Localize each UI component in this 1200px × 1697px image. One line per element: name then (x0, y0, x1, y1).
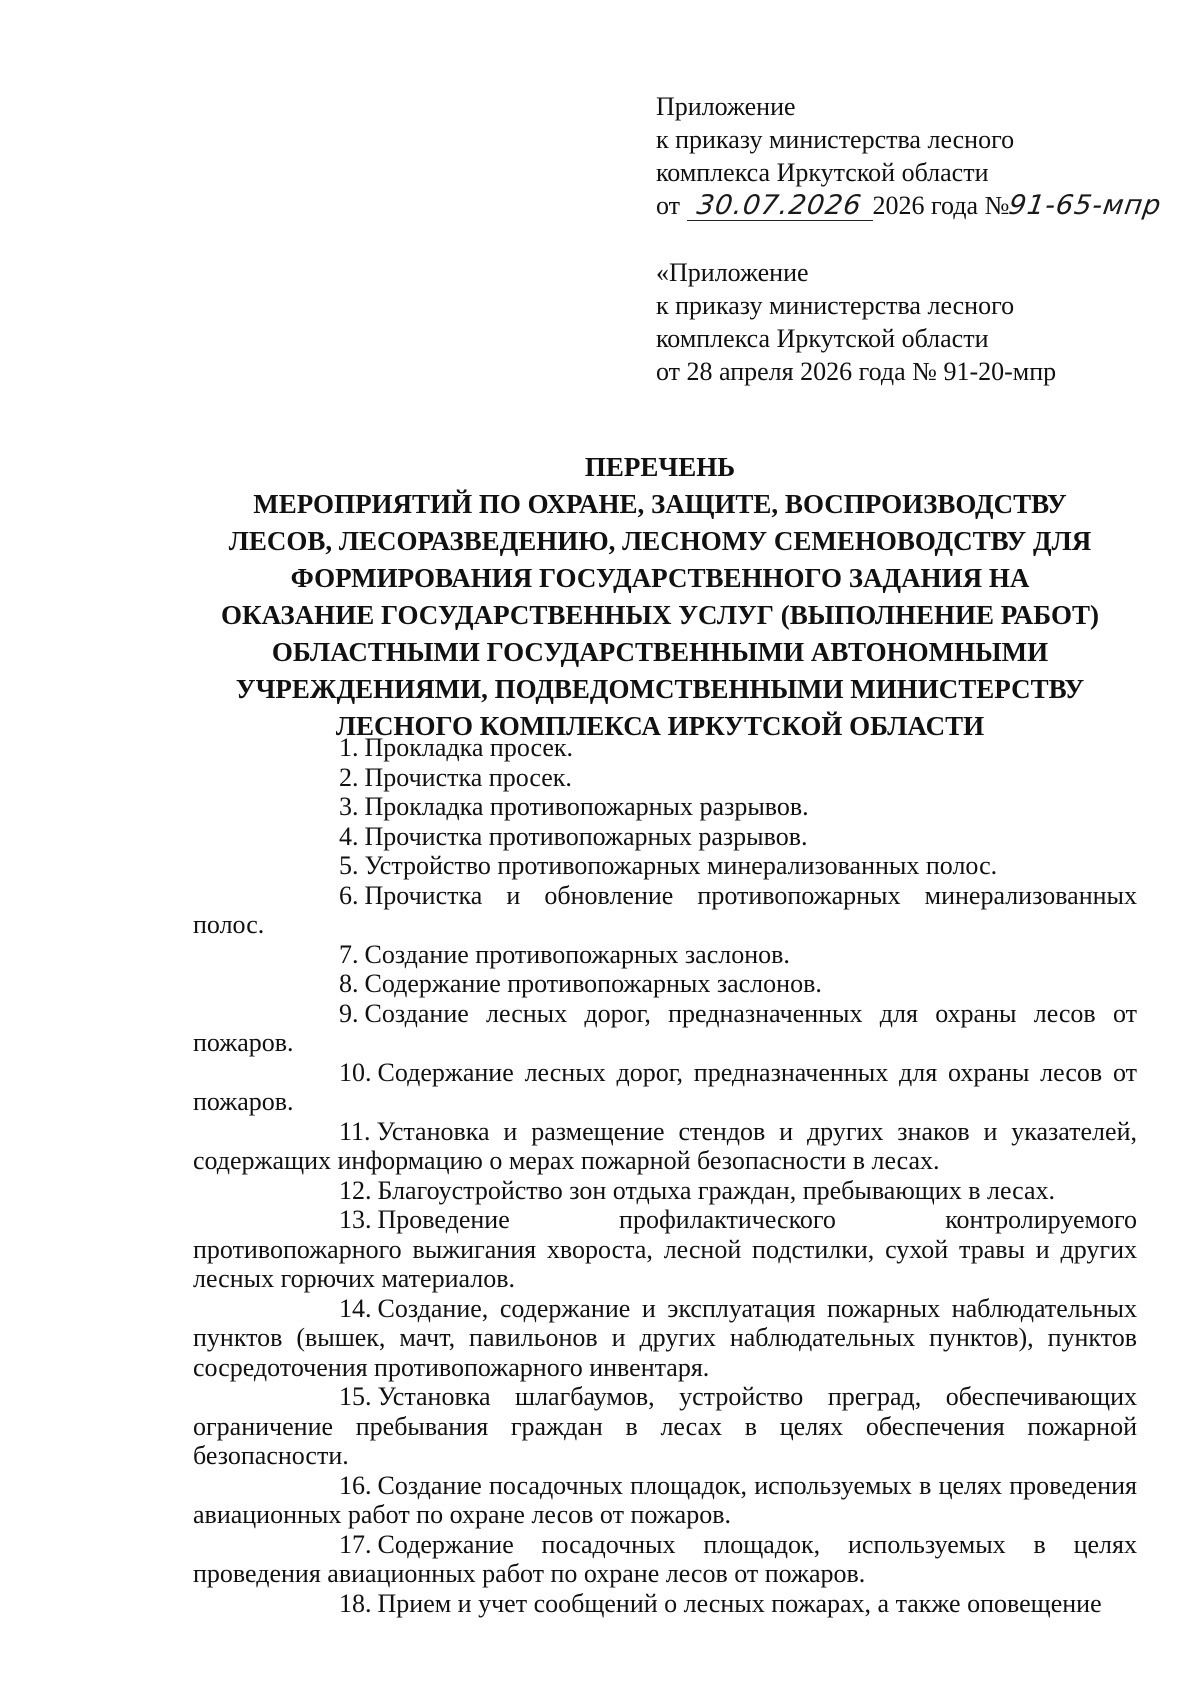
list-item (193, 1176, 1137, 1206)
previous-appendix-label: «Приложение (656, 258, 809, 287)
list-item (193, 940, 1137, 970)
title-line-6: ОБЛАСТНЫМИ ГОСУДАРСТВЕННЫМИ АВТОНОМНЫМИ (271, 637, 1049, 667)
list-item (193, 1058, 1137, 1117)
list-item (193, 733, 1137, 763)
list-item (193, 1589, 1137, 1619)
item-text: Прочистка и обновление противопожарных минерализованных полос. (193, 880, 1137, 939)
item-text: Установка шлагбаумов, устройство преград, обеспечивающих ограничение пребывания граждан в лесах в целях обеспечения пожарной безопасности. (193, 1382, 1137, 1470)
appendix-header (656, 90, 1176, 222)
item-text: Прочистка просек. (364, 762, 572, 792)
date-suffix: 2026 года № (872, 191, 1010, 220)
item-number: 3. (339, 792, 359, 821)
appendix-label: Приложение (656, 92, 796, 121)
list-item (193, 1530, 1137, 1589)
item-text: Прокладка противопожарных разрывов. (364, 792, 809, 821)
handwritten-date-field (687, 192, 873, 221)
list-item (193, 1205, 1137, 1294)
list-item (193, 1117, 1137, 1176)
title-line-7: УЧРЕЖДЕНИЯМИ, ПОДВЕДОМСТВЕННЫМИ МИНИСТЕРСТВУ (235, 674, 1085, 704)
previous-appendix-date-line: от 28 апреля 2026 года № 91-20-мпр (656, 357, 1057, 386)
list-item (193, 1382, 1137, 1471)
item-text: Прочистка противопожарных разрывов. (364, 821, 808, 851)
title-line-3: ЛЕСОВ, ЛЕСОРАЗВЕДЕНИЮ, ЛЕСНОМУ СЕМЕНОВОДСТВУ ДЛЯ (228, 526, 1092, 556)
list-item (193, 851, 1137, 881)
appendix-order-line: к приказу министерства лесного (656, 125, 1015, 154)
title-line-1: ПЕРЕЧЕНЬ (584, 452, 736, 482)
list-item (193, 969, 1137, 999)
item-number: 7. (339, 939, 359, 969)
measures-list (193, 733, 1137, 1618)
item-number: 18. (339, 1588, 372, 1618)
handwritten-date: 30.07.2026 (695, 190, 865, 221)
item-text: Создание противопожарных заслонов. (364, 939, 790, 969)
list-item (193, 1471, 1137, 1530)
item-number: 10. (339, 1057, 372, 1087)
previous-appendix-header (656, 256, 1176, 388)
previous-appendix-ministry-line: комплекса Иркутской области (656, 324, 989, 353)
appendix-ministry-line: комплекса Иркутской области (656, 158, 989, 187)
document-title (190, 449, 1130, 745)
item-text: Проведение профилактического контролируемого противопожарного выжигания хвороста, лесной подстилки, сухой травы и других лесных горючих материалов. (193, 1205, 1137, 1293)
item-number: 16. (339, 1470, 372, 1500)
handwritten-number-field (1009, 189, 1179, 222)
list-item (193, 881, 1137, 940)
list-item (193, 763, 1137, 793)
item-text: Благоустройство зон отдыха граждан, пребывающих в лесах. (377, 1175, 1056, 1205)
item-text: Создание посадочных площадок, используемых в целях проведения авиационных работ по охране лесов от пожаров. (193, 1470, 1137, 1529)
item-text: Прием и учет сообщений о лесных пожарах, а также оповещение (377, 1588, 1102, 1618)
list-item (193, 792, 1137, 822)
list-item (193, 999, 1137, 1058)
item-text: Установка и размещение стендов и других знаков и указателей, содержащих информацию о мерах пожарной безопасности в лесах. (193, 1116, 1137, 1175)
item-text: Создание, содержание и эксплуатация пожарных наблюдательных пунктов (вышек, мачт, павильонов и других наблюдательных пунктов), пунктов сосредоточения противопожарного инвентаря. (193, 1293, 1137, 1382)
item-number: 8. (339, 969, 359, 998)
date-prefix: от (656, 191, 681, 220)
item-number: 5. (339, 851, 359, 880)
title-line-4: ФОРМИРОВАНИЯ ГОСУДАРСТВЕННОГО ЗАДАНИЯ НА (290, 563, 1030, 593)
item-number: 14. (339, 1293, 372, 1323)
item-number: 15. (339, 1382, 372, 1411)
title-line-5: ОКАЗАНИЕ ГОСУДАРСТВЕННЫХ УСЛУГ (ВЫПОЛНЕНИЕ РАБОТ) (221, 600, 1099, 630)
item-number: 6. (339, 880, 359, 910)
item-number: 2. (339, 762, 359, 792)
item-text: Содержание лесных дорог, предназначенных для охраны лесов от пожаров. (193, 1057, 1137, 1116)
item-text: Прокладка просек. (364, 733, 574, 762)
previous-appendix-order-line: к приказу министерства лесного (656, 291, 1015, 320)
item-number: 9. (339, 998, 359, 1028)
item-number: 17. (339, 1529, 372, 1559)
item-number: 11. (339, 1116, 371, 1146)
handwritten-number: 91-65-мпр (1007, 190, 1164, 221)
item-text: Содержание посадочных площадок, используемых в целях проведения авиационных работ по охране лесов от пожаров. (193, 1529, 1137, 1588)
item-number: 1. (339, 733, 359, 762)
list-item (193, 822, 1137, 852)
title-line-2: МЕРОПРИЯТИЙ ПО ОХРАНЕ, ЗАЩИТЕ, ВОСПРОИЗВОДСТВУ (253, 489, 1067, 519)
item-text: Создание лесных дорог, предназначенных для охраны лесов от пожаров. (193, 998, 1137, 1057)
list-item (193, 1294, 1137, 1383)
item-number: 13. (339, 1205, 372, 1234)
item-text: Устройство противопожарных минерализованных полос. (364, 851, 998, 880)
item-text: Содержание противопожарных заслонов. (364, 969, 822, 998)
title-line-8: ЛЕСНОГО КОМПЛЕКСА ИРКУТСКОЙ ОБЛАСТИ (335, 711, 985, 741)
item-number: 12. (339, 1175, 372, 1205)
item-number: 4. (339, 821, 359, 851)
appendix-date-line (656, 189, 1176, 222)
